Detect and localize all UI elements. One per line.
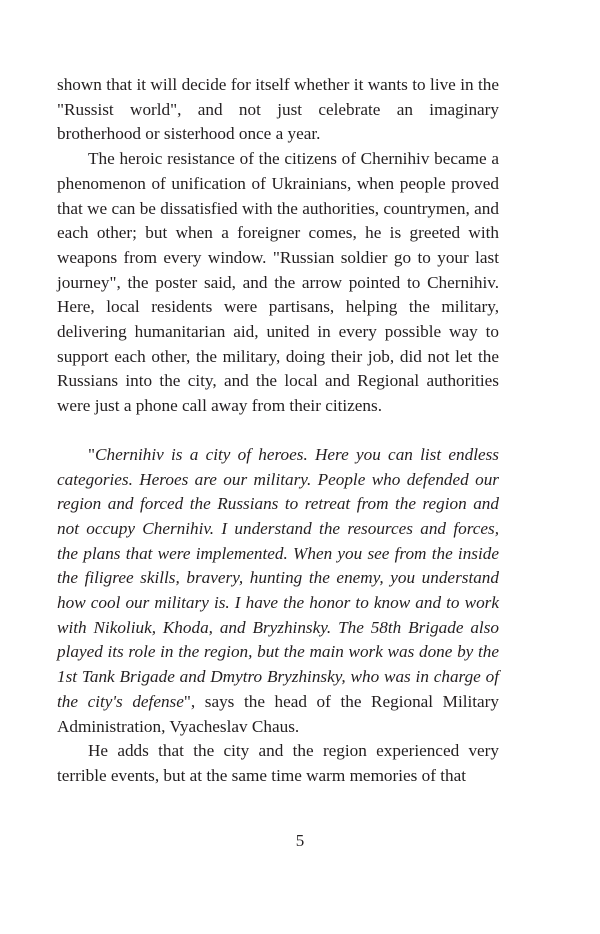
paragraph-heroic-resistance: The heroic resistance of the citizens of Chernihiv became a phenomenon of unification of Ukrainians, when people proved that we can be dissatisfied with the authorities, countrymen, and each other; but when a foreigner comes, he is greeted with weapons from every window. "Russian soldier go to your last journey", the poster said, and the arrow pointed to Chernihiv. Here, local residents were partisans, helping the military, delivering humanitarian aid, united in every possible way to support each other, the military, doing their job, did not let the Russians into the city, and the local and Regional authorities were just a phone call away from their citizens. <box>57 149 499 416</box>
quote-attribution: ", says the head of the Regional Military Administration, Vyacheslav Chaus. <box>57 691 499 736</box>
quote-italic-text: Chernihiv is a city of heroes. Here you can list endless categories. Heroes are our military. People who defended our region and forced the Russians to retreat from the region and not occupy Chernihiv. I understand the resources and forces, the plans that were implemented. When you see from the inside the filigree skills, bravery, hunting the enemy, you understand how cool our military is. I have the honor to know and to work with Nikoliuk, Khoda, and Bryzhinsky. The 58th Brigade also played its role in the region, but the main work was done by the 1st Tank Brigade and Dmytro Bryzhinsky, who was in charge of the city's defense <box>57 444 499 711</box>
page-body <box>57 73 499 789</box>
quote-open-mark: " <box>88 444 96 464</box>
paragraph-quote-chaus <box>57 443 499 739</box>
paragraph-continuation: shown that it will decide for itself whether it wants to live in the "Russist world", and not just celebrate an imaginary brotherhood or sisterhood once a year. <box>57 75 499 144</box>
page-number: 5 <box>295 831 305 850</box>
paragraph-he-adds: He adds that the city and the region experienced very terrible events, but at the same time warm memories of that <box>57 741 499 785</box>
